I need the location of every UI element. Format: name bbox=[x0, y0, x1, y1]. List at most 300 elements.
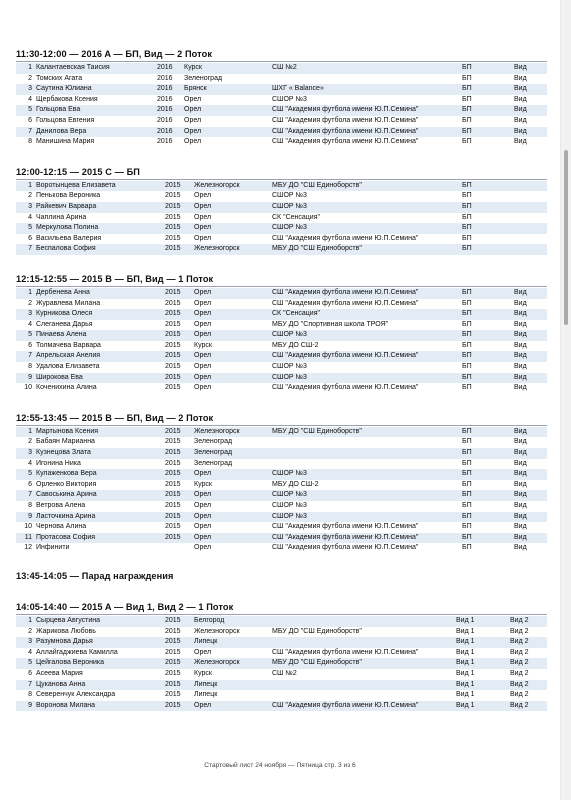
city: Орел bbox=[194, 502, 212, 509]
program-1: БП bbox=[462, 138, 472, 146]
athlete-row bbox=[16, 680, 547, 691]
athlete-row bbox=[16, 648, 547, 659]
program-2: Вид bbox=[514, 64, 527, 71]
club: МБУ ДО "Спортивная школа ТРОЯ" bbox=[272, 320, 389, 328]
section-title: 12:55-13:45 — 2015 B — БП, Вид — 2 Поток bbox=[16, 412, 547, 426]
birth-year: 2015 bbox=[165, 449, 181, 457]
birth-year: 2015 bbox=[165, 363, 181, 371]
birth-year: 2015 bbox=[165, 245, 181, 253]
program-2: Вид 2 bbox=[510, 680, 529, 688]
program-2: Вид 2 bbox=[510, 669, 529, 677]
city: Курск bbox=[184, 64, 202, 71]
city: Орел bbox=[194, 701, 212, 709]
birth-year: 2015 bbox=[165, 373, 181, 381]
start-number: 1 bbox=[28, 427, 32, 435]
program-1: Вид 1 bbox=[456, 616, 475, 624]
start-number: 1 bbox=[28, 64, 32, 71]
city: Курск bbox=[194, 669, 212, 677]
athlete-row bbox=[16, 627, 547, 638]
club: СШ "Академия футбола имени Ю.П.Семина" bbox=[272, 299, 419, 307]
program-1: БП bbox=[462, 384, 472, 392]
start-number: 7 bbox=[28, 245, 32, 253]
athlete-name: Журавлева Милана bbox=[36, 299, 101, 307]
section-title: 12:15-12:55 — 2015 B — БП, Вид — 1 Поток bbox=[16, 273, 547, 287]
program-1: Вид 1 bbox=[456, 680, 475, 688]
athlete-name: Беспалова София bbox=[36, 245, 96, 253]
program-2: Вид bbox=[514, 352, 527, 360]
club: СШ "Академия футбола имени Ю.П.Семина" bbox=[272, 352, 419, 360]
birth-year: 2015 bbox=[165, 192, 181, 200]
club: СШ №2 bbox=[272, 64, 297, 71]
program-2: Вид bbox=[514, 544, 527, 552]
club: МБУ ДО СШ-2 bbox=[272, 480, 319, 488]
club: МБУ ДО СШ-2 bbox=[272, 341, 319, 349]
start-number: 4 bbox=[28, 648, 32, 656]
birth-year: 2016 bbox=[157, 85, 173, 93]
club: СШ "Академия футбола имени Ю.П.Семина" bbox=[272, 523, 419, 531]
program-2: Вид bbox=[514, 533, 527, 541]
vertical-scrollbar[interactable] bbox=[561, 0, 571, 800]
program-1: БП bbox=[462, 459, 472, 467]
athlete-row bbox=[16, 690, 547, 701]
athlete-name: Бабаян Марианна bbox=[36, 438, 95, 446]
athlete-name: Ветрова Алена bbox=[36, 502, 86, 509]
program-2: Вид bbox=[514, 384, 527, 392]
athlete-name: Райкевич Варвара bbox=[36, 202, 97, 210]
athlete-row bbox=[16, 637, 547, 648]
program-2: Вид bbox=[514, 438, 527, 446]
program-2: Вид bbox=[514, 502, 527, 509]
athlete-row bbox=[16, 95, 547, 106]
club: СШ "Академия футбола имени Ю.П.Семина" bbox=[272, 234, 419, 242]
athlete-row bbox=[16, 512, 547, 523]
athlete-row bbox=[16, 191, 547, 202]
start-number: 3 bbox=[28, 202, 32, 210]
start-number: 6 bbox=[28, 341, 32, 349]
city: Орел bbox=[194, 533, 212, 541]
athlete-name: Сырцева Августина bbox=[36, 616, 101, 624]
city: Орел bbox=[184, 138, 202, 146]
birth-year: 2015 bbox=[165, 299, 181, 307]
program-1: БП bbox=[462, 224, 472, 232]
city: Железногорск bbox=[194, 427, 240, 435]
program-2: Вид bbox=[514, 320, 527, 328]
club: СК "Сенсация" bbox=[272, 310, 320, 318]
athlete-name: Воронова Милана bbox=[36, 701, 96, 709]
city: Орел bbox=[194, 224, 212, 232]
start-number: 8 bbox=[28, 363, 32, 371]
start-number: 4 bbox=[28, 459, 32, 467]
club: СШОР №3 bbox=[272, 192, 307, 200]
athlete-name: Жарикова Любовь bbox=[36, 627, 96, 635]
birth-year: 2015 bbox=[165, 669, 181, 677]
athlete-name: Удалова Елизавета bbox=[36, 363, 100, 371]
program-2: Вид bbox=[514, 459, 527, 467]
program-2: Вид bbox=[514, 341, 527, 349]
athlete-name: Саутина Юлиана bbox=[36, 85, 92, 93]
athlete-row bbox=[16, 299, 547, 310]
club: СШ №2 bbox=[272, 669, 297, 677]
city: Орел bbox=[194, 234, 212, 242]
scrollbar-thumb[interactable] bbox=[564, 150, 568, 325]
flight-section bbox=[16, 166, 547, 255]
athlete-row bbox=[16, 701, 547, 712]
city: Железногорск bbox=[194, 627, 240, 635]
athlete-name: Гольцова Евгения bbox=[36, 116, 95, 124]
birth-year: 2015 bbox=[165, 438, 181, 446]
program-1: БП bbox=[462, 202, 472, 210]
start-number: 7 bbox=[28, 127, 32, 135]
program-2: Вид bbox=[514, 491, 527, 499]
athlete-row bbox=[16, 116, 547, 127]
city: Орел bbox=[194, 331, 212, 339]
start-number: 6 bbox=[28, 669, 32, 677]
program-1: БП bbox=[462, 512, 472, 520]
athlete-row bbox=[16, 84, 547, 95]
program-2: Вид bbox=[514, 116, 527, 124]
program-1: БП bbox=[462, 449, 472, 457]
athlete-row bbox=[16, 448, 547, 459]
start-number: 6 bbox=[28, 116, 32, 124]
program-1: БП bbox=[462, 95, 472, 103]
program-2: Вид bbox=[514, 449, 527, 457]
birth-year: 2015 bbox=[165, 491, 181, 499]
athlete-name: Игонина Ника bbox=[36, 459, 81, 467]
start-number: 3 bbox=[28, 638, 32, 646]
birth-year: 2015 bbox=[165, 616, 181, 624]
club: СШ "Академия футбола имени Ю.П.Семина" bbox=[272, 127, 419, 135]
athlete-row bbox=[16, 309, 547, 320]
program-2: Вид 2 bbox=[510, 627, 529, 635]
program-1: БП bbox=[462, 470, 472, 478]
club: СШ "Академия футбола имени Ю.П.Семина" bbox=[272, 533, 419, 541]
athlete-name: Толмачева Варвара bbox=[36, 341, 101, 349]
program-1: БП bbox=[462, 127, 472, 135]
program-1: Вид 1 bbox=[456, 627, 475, 635]
birth-year: 2015 bbox=[165, 701, 181, 709]
club: СШОР №3 bbox=[272, 502, 307, 509]
program-1: БП bbox=[462, 533, 472, 541]
athlete-row bbox=[16, 351, 547, 362]
birth-year: 2015 bbox=[165, 512, 181, 520]
athlete-name: Цуканова Анна bbox=[36, 680, 86, 688]
start-number: 6 bbox=[28, 480, 32, 488]
athlete-row bbox=[16, 223, 547, 234]
club: СШ "Академия футбола имени Ю.П.Семина" bbox=[272, 648, 419, 656]
athlete-row bbox=[16, 383, 547, 394]
club: СШОР №3 bbox=[272, 202, 307, 210]
club: СШОР №3 bbox=[272, 491, 307, 499]
city: Орел bbox=[194, 544, 212, 552]
city: Зеленоград bbox=[194, 449, 233, 457]
start-number: 7 bbox=[28, 491, 32, 499]
athlete-row bbox=[16, 288, 547, 299]
flight-section bbox=[16, 273, 547, 394]
birth-year: 2015 bbox=[165, 288, 181, 296]
program-1: БП bbox=[462, 181, 472, 189]
athlete-row bbox=[16, 137, 547, 148]
program-1: БП bbox=[462, 427, 472, 435]
start-number: 12 bbox=[24, 544, 32, 552]
start-number: 10 bbox=[24, 523, 32, 531]
club: МБУ ДО "СШ Единоборств" bbox=[272, 627, 362, 635]
athlete-name: Томских Агата bbox=[36, 74, 83, 82]
club: СШОР №3 bbox=[272, 512, 307, 520]
start-number: 10 bbox=[24, 384, 32, 392]
birth-year: 2015 bbox=[165, 331, 181, 339]
section-title: 11:30-12:00 — 2016 A — БП, Вид — 2 Поток bbox=[16, 48, 547, 62]
program-1: БП bbox=[462, 363, 472, 371]
program-1: БП bbox=[462, 192, 472, 200]
city: Зеленоград bbox=[194, 459, 233, 467]
page-footer: Стартовый лист 24 ноября — Пятница стр. 3 из 6 bbox=[204, 762, 356, 769]
city: Железногорск bbox=[194, 181, 240, 189]
program-2: Вид bbox=[514, 106, 527, 114]
program-1: БП bbox=[462, 299, 472, 307]
start-number: 5 bbox=[28, 224, 32, 232]
birth-year: 2016 bbox=[157, 138, 173, 146]
athlete-row bbox=[16, 105, 547, 116]
program-2: Вид bbox=[514, 127, 527, 135]
athlete-row bbox=[16, 320, 547, 331]
athlete-name: Дербенева Анна bbox=[36, 288, 90, 296]
city: Липецк bbox=[194, 638, 218, 646]
athlete-row bbox=[16, 427, 547, 438]
club: СК "Сенсация" bbox=[272, 213, 320, 221]
program-1: БП bbox=[462, 234, 472, 242]
athlete-name: Курникова Олеся bbox=[36, 310, 93, 318]
birth-year: 2015 bbox=[165, 648, 181, 656]
club: МБУ ДО "СШ Единоборств" bbox=[272, 181, 362, 189]
city: Липецк bbox=[194, 691, 218, 699]
athlete-name: Широкова Ева bbox=[36, 373, 83, 381]
athlete-row bbox=[16, 658, 547, 669]
birth-year: 2015 bbox=[165, 341, 181, 349]
club: СШ "Академия футбола имени Ю.П.Семина" bbox=[272, 288, 419, 296]
program-1: БП bbox=[462, 288, 472, 296]
city: Железногорск bbox=[194, 245, 240, 253]
birth-year: 2016 bbox=[157, 64, 173, 71]
program-2: Вид bbox=[514, 310, 527, 318]
section-title: 12:00-12:15 — 2015 C — БП bbox=[16, 166, 547, 180]
city: Зеленоград bbox=[184, 74, 223, 82]
program-1: БП bbox=[462, 523, 472, 531]
flight-section bbox=[16, 601, 547, 711]
program-1: БП bbox=[462, 310, 472, 318]
program-1: БП bbox=[462, 331, 472, 339]
program-2: Вид bbox=[514, 331, 527, 339]
start-number: 3 bbox=[28, 85, 32, 93]
athlete-row bbox=[16, 533, 547, 544]
athlete-name: Аллайгаджиева Камилла bbox=[36, 648, 118, 656]
birth-year: 2015 bbox=[165, 680, 181, 688]
athlete-name: Цейгалова Вероника bbox=[36, 659, 105, 667]
program-1: Вид 1 bbox=[456, 701, 475, 709]
athlete-name: Чаплина Арина bbox=[36, 213, 87, 221]
program-2: Вид 2 bbox=[510, 648, 529, 656]
club: СШОР №3 bbox=[272, 363, 307, 371]
birth-year: 2015 bbox=[165, 384, 181, 392]
start-number: 2 bbox=[28, 627, 32, 635]
athlete-name: Меркулова Полина bbox=[36, 224, 99, 232]
start-number: 3 bbox=[28, 310, 32, 318]
birth-year: 2015 bbox=[165, 320, 181, 328]
birth-year: 2015 bbox=[165, 691, 181, 699]
flight-section bbox=[16, 570, 547, 583]
program-2: Вид 2 bbox=[510, 616, 529, 624]
birth-year: 2016 bbox=[157, 127, 173, 135]
program-1: БП bbox=[462, 74, 472, 82]
athlete-name: Разумнова Дарья bbox=[36, 638, 93, 646]
city: Орел bbox=[194, 373, 212, 381]
program-1: БП bbox=[462, 213, 472, 221]
city: Орел bbox=[184, 127, 202, 135]
birth-year: 2015 bbox=[165, 470, 181, 478]
athlete-name: Калантаевская Таисия bbox=[36, 64, 110, 71]
start-number: 4 bbox=[28, 95, 32, 103]
athlete-row bbox=[16, 244, 547, 255]
program-1: БП bbox=[462, 491, 472, 499]
program-1: БП bbox=[462, 64, 472, 71]
city: Орел bbox=[194, 192, 212, 200]
program-2: Вид bbox=[514, 480, 527, 488]
start-number: 2 bbox=[28, 299, 32, 307]
start-number: 1 bbox=[28, 181, 32, 189]
athlete-name: Кузнецова Злата bbox=[36, 449, 91, 457]
start-number: 6 bbox=[28, 234, 32, 242]
club: СШ "Академия футбола имени Ю.П.Семина" bbox=[272, 116, 419, 124]
start-number: 1 bbox=[28, 288, 32, 296]
city: Орел bbox=[194, 352, 212, 360]
start-number: 3 bbox=[28, 449, 32, 457]
birth-year: 2016 bbox=[157, 116, 173, 124]
athlete-name: Мартынова Ксения bbox=[36, 427, 99, 435]
athlete-row bbox=[16, 543, 547, 554]
start-number: 2 bbox=[28, 192, 32, 200]
city: Зеленоград bbox=[194, 438, 233, 446]
start-number: 9 bbox=[28, 701, 32, 709]
club: СШ "Академия футбола имени Ю.П.Семина" bbox=[272, 138, 419, 146]
start-number: 11 bbox=[24, 533, 32, 541]
city: Курск bbox=[194, 341, 212, 349]
start-number: 7 bbox=[28, 680, 32, 688]
city: Орел bbox=[194, 470, 212, 478]
city: Орел bbox=[194, 320, 212, 328]
athlete-row bbox=[16, 522, 547, 533]
program-2: Вид bbox=[514, 95, 527, 103]
city: Орел bbox=[184, 106, 202, 114]
club: МБУ ДО "СШ Единоборств" bbox=[272, 659, 362, 667]
athlete-name: Слеганева Дарья bbox=[36, 320, 93, 328]
athlete-name: Асеева Мария bbox=[36, 669, 83, 677]
city: Орел bbox=[194, 648, 212, 656]
start-number: 7 bbox=[28, 352, 32, 360]
city: Орел bbox=[184, 95, 202, 103]
start-number: 8 bbox=[28, 138, 32, 146]
club: СШОР №3 bbox=[272, 331, 307, 339]
birth-year: 2015 bbox=[165, 213, 181, 221]
athlete-name: Пенькова Вероника bbox=[36, 192, 101, 200]
program-1: БП bbox=[462, 245, 472, 253]
program-2: Вид bbox=[514, 299, 527, 307]
birth-year: 2015 bbox=[165, 202, 181, 210]
program-2: Вид bbox=[514, 288, 527, 296]
athlete-name: Гольцова Ева bbox=[36, 106, 81, 114]
city: Орел bbox=[194, 523, 212, 531]
program-2: Вид 2 bbox=[510, 638, 529, 646]
program-1: БП bbox=[462, 438, 472, 446]
birth-year: 2015 bbox=[165, 181, 181, 189]
program-2: Вид 2 bbox=[510, 659, 529, 667]
program-1: БП bbox=[462, 320, 472, 328]
athlete-row bbox=[16, 74, 547, 85]
athlete-row bbox=[16, 362, 547, 373]
start-number: 9 bbox=[28, 512, 32, 520]
club: МБУ ДО "СШ Единоборств" bbox=[272, 427, 362, 435]
birth-year: 2015 bbox=[165, 533, 181, 541]
start-number: 5 bbox=[28, 659, 32, 667]
start-number: 5 bbox=[28, 331, 32, 339]
city: Орел bbox=[194, 491, 212, 499]
athlete-row bbox=[16, 234, 547, 245]
athlete-name: Инфинити bbox=[36, 544, 70, 552]
birth-year: 2015 bbox=[165, 427, 181, 435]
birth-year: 2015 bbox=[165, 310, 181, 318]
birth-year: 2015 bbox=[165, 480, 181, 488]
club: СШ "Академия футбола имени Ю.П.Семина" bbox=[272, 106, 419, 114]
section-title: 14:05-14:40 — 2015 A — Вид 1, Вид 2 — 1 Поток bbox=[16, 601, 547, 615]
city: Белгород bbox=[194, 616, 225, 624]
start-number: 8 bbox=[28, 691, 32, 699]
program-1: Вид 1 bbox=[456, 669, 475, 677]
club: СШ "Академия футбола имени Ю.П.Семина" bbox=[272, 544, 419, 552]
program-1: БП bbox=[462, 544, 472, 552]
birth-year: 2015 bbox=[165, 224, 181, 232]
program-1: БП bbox=[462, 341, 472, 349]
club: МБУ ДО "СШ Единоборств" bbox=[272, 245, 362, 253]
program-1: БП bbox=[462, 502, 472, 509]
athlete-row bbox=[16, 373, 547, 384]
city: Липецк bbox=[194, 680, 218, 688]
flight-section bbox=[16, 48, 547, 148]
program-2: Вид bbox=[514, 138, 527, 146]
start-number: 4 bbox=[28, 320, 32, 328]
birth-year: 2015 bbox=[165, 638, 181, 646]
city: Орел bbox=[194, 213, 212, 221]
athlete-name: Протасова София bbox=[36, 533, 96, 541]
athlete-row bbox=[16, 213, 547, 224]
city: Орел bbox=[194, 288, 212, 296]
athlete-name: Ласточкина Арина bbox=[36, 512, 96, 520]
start-number: 2 bbox=[28, 438, 32, 446]
program-2: Вид bbox=[514, 427, 527, 435]
athlete-name: Воротынцева Елизавета bbox=[36, 181, 116, 189]
start-list bbox=[16, 48, 547, 729]
birth-year: 2015 bbox=[165, 627, 181, 635]
program-2: Вид bbox=[514, 470, 527, 478]
city: Орел bbox=[194, 299, 212, 307]
program-1: БП bbox=[462, 480, 472, 488]
start-number: 4 bbox=[28, 213, 32, 221]
program-1: БП bbox=[462, 373, 472, 381]
athlete-name: Кулаженкова Вера bbox=[36, 470, 97, 478]
athlete-row bbox=[16, 490, 547, 501]
birth-year: 2016 bbox=[157, 74, 173, 82]
start-number: 9 bbox=[28, 373, 32, 381]
athlete-row bbox=[16, 63, 547, 74]
start-number: 8 bbox=[28, 502, 32, 509]
athlete-row bbox=[16, 480, 547, 491]
